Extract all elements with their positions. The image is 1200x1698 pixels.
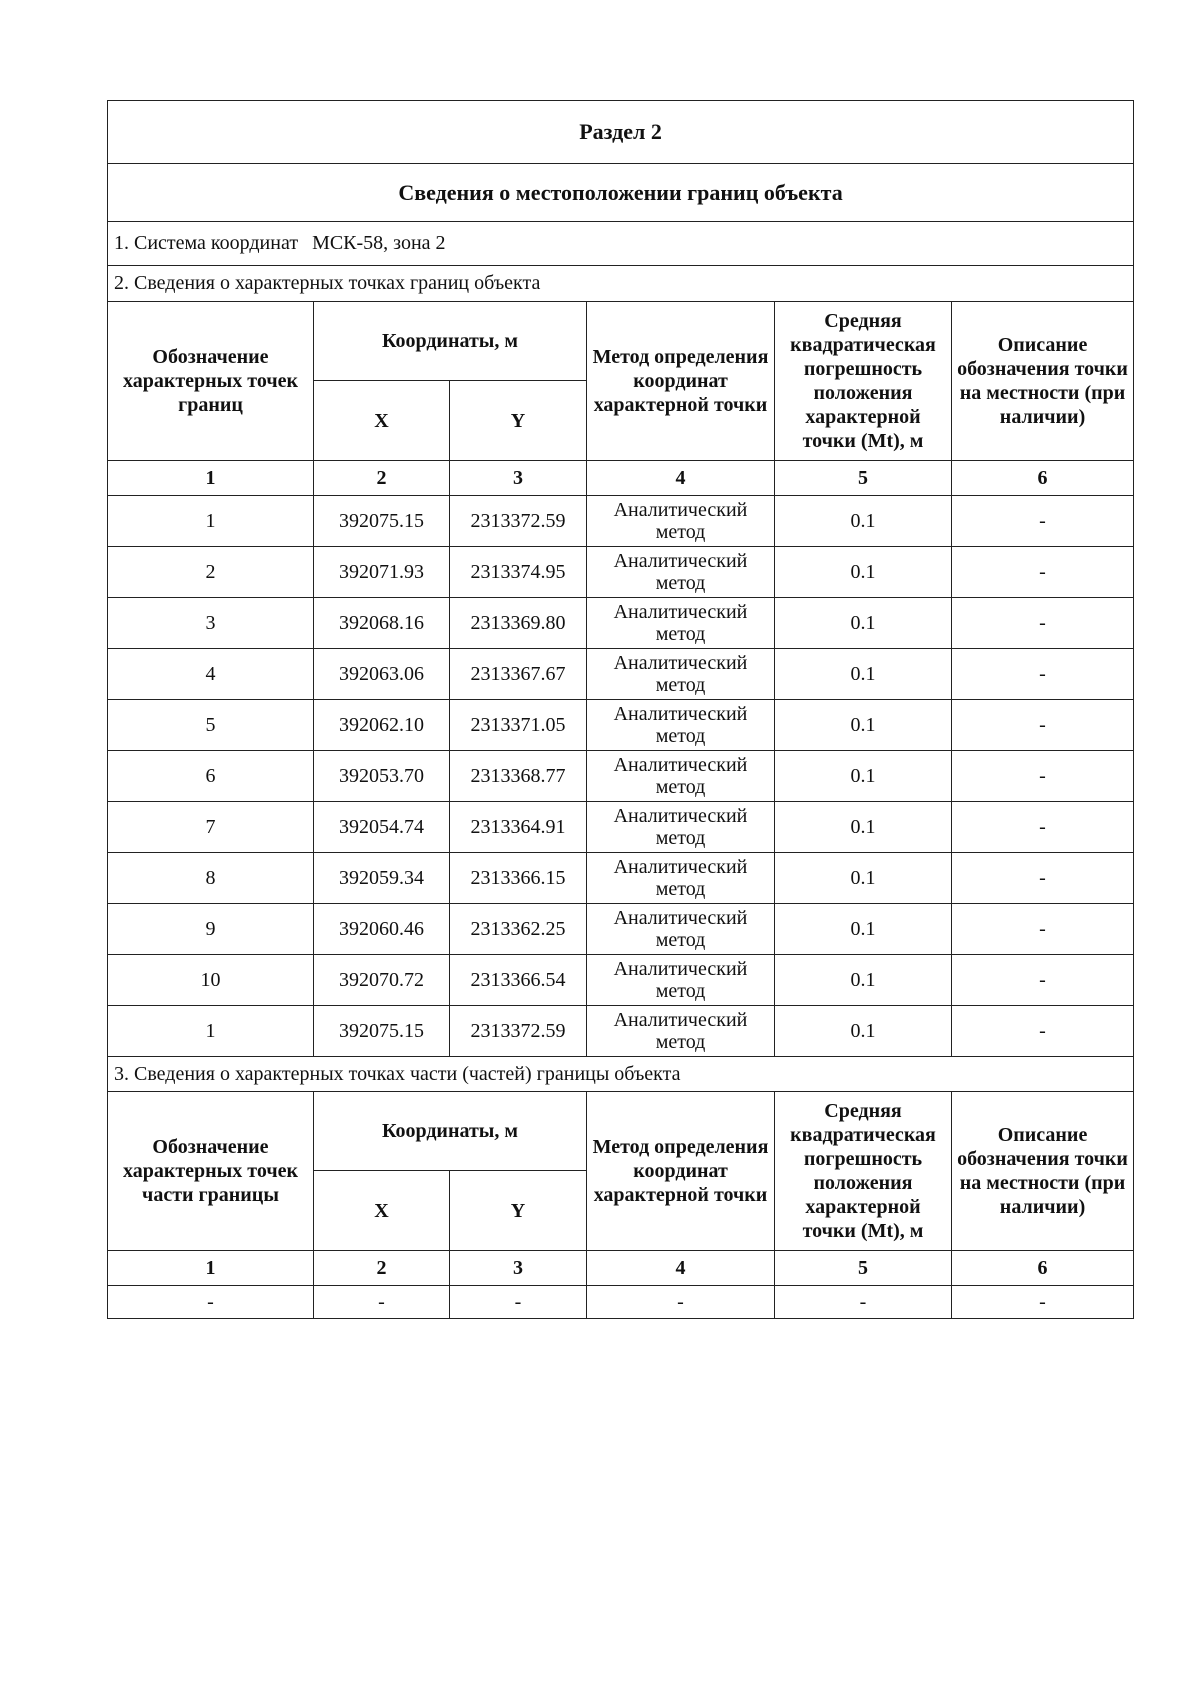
parts-header-description: Описание обозначения точки на местности (при наличии): [952, 1092, 1134, 1251]
header-x: X: [314, 381, 450, 461]
y-coordinate-cell: 2313366.15: [450, 853, 587, 904]
method-line: метод: [655, 1031, 706, 1053]
method-line: метод: [655, 929, 706, 951]
x-coordinate-cell: 392062.10: [314, 700, 450, 751]
description-cell: -: [952, 955, 1134, 1006]
method-line: метод: [655, 674, 706, 696]
error-cell: 0.1: [775, 955, 952, 1006]
method-line: Аналитический: [613, 907, 748, 929]
x-coordinate-cell: 392063.06: [314, 649, 450, 700]
point-number-cell: 1: [108, 496, 314, 547]
table-row: [108, 598, 1134, 649]
parts-header-y: Y: [450, 1171, 587, 1251]
method-line: Аналитический: [613, 703, 748, 725]
error-cell: 0.1: [775, 751, 952, 802]
error-cell: 0.1: [775, 547, 952, 598]
method-line: метод: [655, 725, 706, 747]
column-number: 6: [952, 461, 1134, 496]
method-line: метод: [655, 878, 706, 900]
method-line: Аналитический: [613, 856, 748, 878]
method-line: Аналитический: [613, 499, 748, 521]
parts-error-cell: -: [775, 1286, 952, 1319]
method-line: метод: [655, 827, 706, 849]
description-cell: -: [952, 700, 1134, 751]
point-number-cell: 4: [108, 649, 314, 700]
error-cell: 0.1: [775, 802, 952, 853]
header-designation: Обозначение характерных точек границ: [108, 302, 314, 461]
error-cell: 0.1: [775, 904, 952, 955]
table-row: [108, 853, 1134, 904]
parts-column-number-row: [108, 1251, 1134, 1286]
point-number-cell: 3: [108, 598, 314, 649]
x-coordinate-cell: 392075.15: [314, 496, 450, 547]
table-row: [108, 802, 1134, 853]
coordinate-system-line: [108, 222, 1134, 266]
header-y: Y: [450, 381, 587, 461]
point-number-cell: 5: [108, 700, 314, 751]
description-cell: -: [952, 751, 1134, 802]
method-cell: [587, 904, 775, 955]
method-cell: [587, 598, 775, 649]
section-title: Раздел 2: [108, 101, 1134, 164]
column-number: 5: [775, 461, 952, 496]
point-number-cell: 8: [108, 853, 314, 904]
column-number: 3: [450, 461, 587, 496]
method-line: метод: [655, 623, 706, 645]
description-cell: -: [952, 598, 1134, 649]
error-cell: 0.1: [775, 649, 952, 700]
point-number-cell: 2: [108, 547, 314, 598]
method-line: метод: [655, 521, 706, 543]
column-number: 5: [775, 1251, 952, 1286]
x-coordinate-cell: 392070.72: [314, 955, 450, 1006]
method-line: Аналитический: [613, 550, 748, 572]
x-coordinate-cell: 392075.15: [314, 1006, 450, 1057]
table-row: [108, 649, 1134, 700]
parts-x-cell: -: [314, 1286, 450, 1319]
table-row: [108, 547, 1134, 598]
description-cell: -: [952, 496, 1134, 547]
table-row: [108, 904, 1134, 955]
method-cell: [587, 751, 775, 802]
y-coordinate-cell: 2313371.05: [450, 700, 587, 751]
parts-header-error: Средняя квадратическая погрешность положения характерной точки (Mt), м: [775, 1092, 952, 1251]
method-line: Аналитический: [613, 805, 748, 827]
description-cell: -: [952, 1006, 1134, 1057]
column-number: 4: [587, 461, 775, 496]
parts-header-method: Метод определения координат характерной точки: [587, 1092, 775, 1251]
x-coordinate-cell: 392071.93: [314, 547, 450, 598]
document-page: [107, 100, 1133, 1319]
table-row: [108, 496, 1134, 547]
point-number-cell: 9: [108, 904, 314, 955]
method-cell: [587, 496, 775, 547]
column-number-row: [108, 461, 1134, 496]
x-coordinate-cell: 392059.34: [314, 853, 450, 904]
y-coordinate-cell: 2313372.59: [450, 1006, 587, 1057]
point-number-cell: 7: [108, 802, 314, 853]
method-cell: [587, 1006, 775, 1057]
method-cell: [587, 955, 775, 1006]
method-cell: [587, 649, 775, 700]
error-cell: 0.1: [775, 1006, 952, 1057]
parts-method-cell: -: [587, 1286, 775, 1319]
header-coordinates: Координаты, м: [314, 302, 587, 381]
y-coordinate-cell: 2313369.80: [450, 598, 587, 649]
point-number-cell: 10: [108, 955, 314, 1006]
point-number-cell: 6: [108, 751, 314, 802]
table-row: [108, 1006, 1134, 1057]
x-coordinate-cell: 392068.16: [314, 598, 450, 649]
boundary-table: [107, 100, 1134, 1319]
column-number: 6: [952, 1251, 1134, 1286]
parts-point-cell: -: [108, 1286, 314, 1319]
section-subtitle: Сведения о местоположении границ объекта: [108, 164, 1134, 222]
error-cell: 0.1: [775, 598, 952, 649]
x-coordinate-cell: 392054.74: [314, 802, 450, 853]
coordinate-system-label: 1. Система координат: [114, 232, 299, 254]
header-method: Метод определения координат характерной точки: [587, 302, 775, 461]
table-row: [108, 700, 1134, 751]
method-cell: [587, 547, 775, 598]
error-cell: 0.1: [775, 700, 952, 751]
parts-header-coordinates: Координаты, м: [314, 1092, 587, 1171]
description-cell: -: [952, 547, 1134, 598]
y-coordinate-cell: 2313362.25: [450, 904, 587, 955]
x-coordinate-cell: 392053.70: [314, 751, 450, 802]
method-cell: [587, 802, 775, 853]
parts-y-cell: -: [450, 1286, 587, 1319]
method-line: Аналитический: [613, 1009, 748, 1031]
method-line: метод: [655, 776, 706, 798]
point-number-cell: 1: [108, 1006, 314, 1057]
parts-header-designation: Обозначение характерных точек части границы: [108, 1092, 314, 1251]
column-number: 1: [108, 1251, 314, 1286]
header-description: Описание обозначения точки на местности (при наличии): [952, 302, 1134, 461]
table-row: [108, 955, 1134, 1006]
y-coordinate-cell: 2313374.95: [450, 547, 587, 598]
parts-table-row: [108, 1286, 1134, 1319]
description-cell: -: [952, 649, 1134, 700]
y-coordinate-cell: 2313367.67: [450, 649, 587, 700]
column-number: 3: [450, 1251, 587, 1286]
error-cell: 0.1: [775, 496, 952, 547]
method-line: Аналитический: [613, 652, 748, 674]
description-cell: -: [952, 853, 1134, 904]
y-coordinate-cell: 2313366.54: [450, 955, 587, 1006]
coordinate-system-value: МСК-58, зона 2: [312, 232, 446, 254]
description-cell: -: [952, 904, 1134, 955]
x-coordinate-cell: 392060.46: [314, 904, 450, 955]
method-line: Аналитический: [613, 958, 748, 980]
table-row: [108, 751, 1134, 802]
method-cell: [587, 853, 775, 904]
error-cell: 0.1: [775, 853, 952, 904]
parts-header-x: X: [314, 1171, 450, 1251]
description-cell: -: [952, 802, 1134, 853]
column-number: 1: [108, 461, 314, 496]
parts-block-heading: 3. Сведения о характерных точках части (частей) границы объекта: [108, 1057, 1134, 1092]
parts-description-cell: -: [952, 1286, 1134, 1319]
y-coordinate-cell: 2313372.59: [450, 496, 587, 547]
y-coordinate-cell: 2313368.77: [450, 751, 587, 802]
method-line: Аналитический: [613, 601, 748, 623]
column-number: 4: [587, 1251, 775, 1286]
column-number: 2: [314, 1251, 450, 1286]
method-line: метод: [655, 980, 706, 1002]
column-number: 2: [314, 461, 450, 496]
method-line: Аналитический: [613, 754, 748, 776]
method-cell: [587, 700, 775, 751]
header-error: Средняя квадратическая погрешность положения характерной точки (Mt), м: [775, 302, 952, 461]
y-coordinate-cell: 2313364.91: [450, 802, 587, 853]
method-line: метод: [655, 572, 706, 594]
points-block-heading: 2. Сведения о характерных точках границ объекта: [108, 266, 1134, 302]
